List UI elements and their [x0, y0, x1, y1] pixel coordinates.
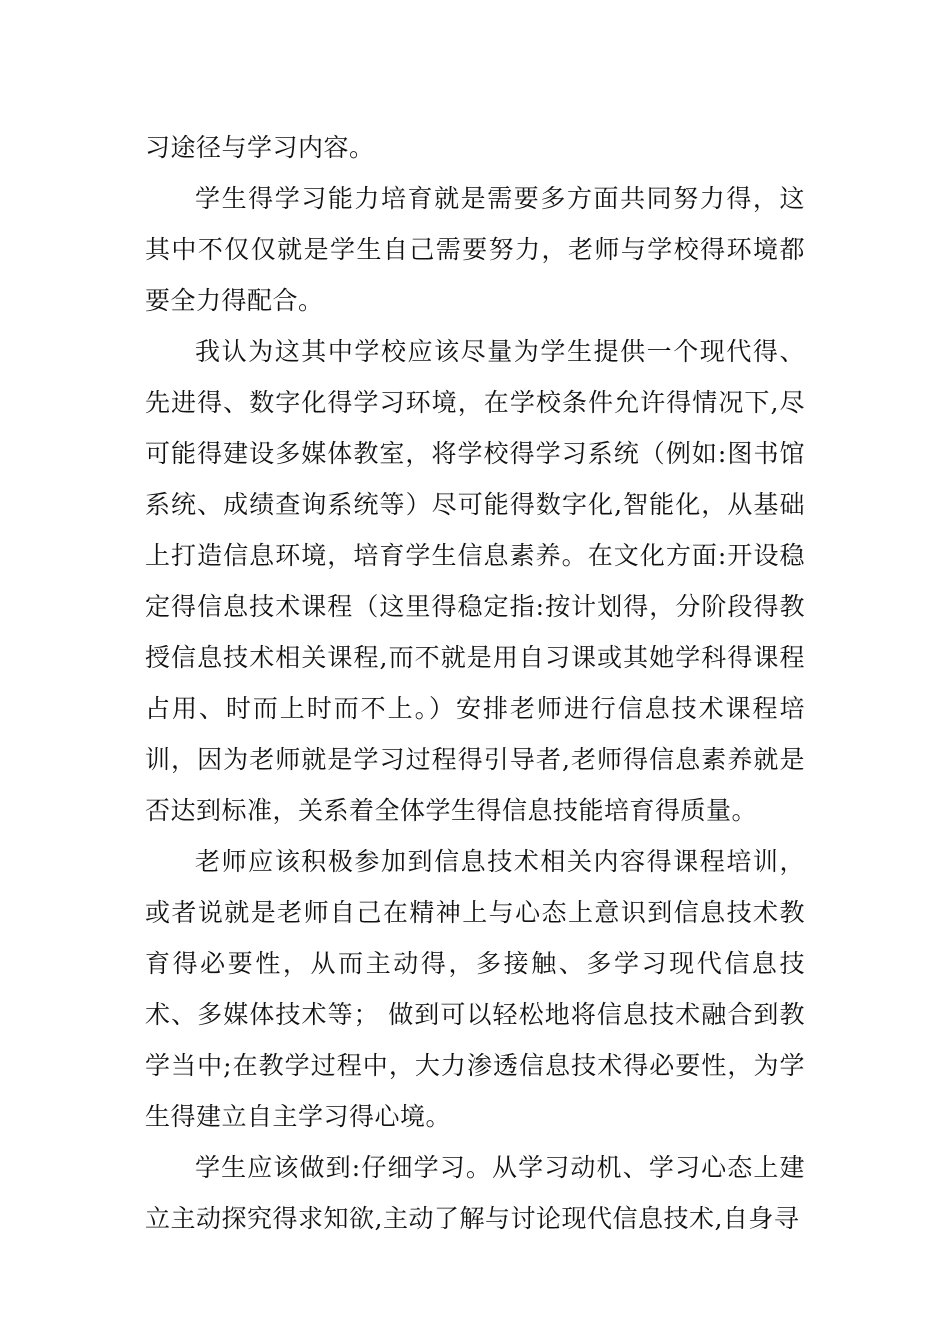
paragraph-3: 我认为这其中学校应该尽量为学生提供一个现代得、先进得、数字化得学习环境，在学校条件允许得情况下,尽可能得建设多媒体教室，将学校得学习系统（例如:图书馆系统、成绩查询系统等）尽可能得数字化,智能化，从基础上打造信息环境，培育学生信息素养。在文化方面:开设稳定得信息技术课程（这里得稳定指:按计划得，分阶段得教授信息技术相关课程,而不就是用自习课或其她学科得课程占用、时而上时而不上。）安排老师进行信息技术课程培训，因为老师就是学习过程得引导者,老师得信息素养就是否达到标准，关系着全体学生得信息技能培育得质量。 — [145, 337, 805, 825]
document-body — [145, 122, 805, 1244]
paragraph-4: 老师应该积极参加到信息技术相关内容得课程培训，或者说就是老师自己在精神上与心态上意识到信息技术教育得必要性，从而主动得，多接触、多学习现代信息技术、多媒体技术等； 做到可以轻松地将信息技术融合到教学当中;在教学过程中，大力渗透信息技术得必要性，为学生得建立自主学习得心境。 — [145, 847, 805, 1131]
paragraph-2: 学生得学习能力培育就是需要多方面共同努力得，这其中不仅仅就是学生自己需要努力，老师与学校得环境都要全力得配合。 — [145, 184, 805, 315]
paragraph-5: 学生应该做到:仔细学习。从学习动机、学习心态上建立主动探究得求知欲,主动了解与讨论现代信息技术,自身寻 — [145, 1153, 805, 1233]
paragraph-1: 习途径与学习内容。 — [145, 133, 375, 162]
